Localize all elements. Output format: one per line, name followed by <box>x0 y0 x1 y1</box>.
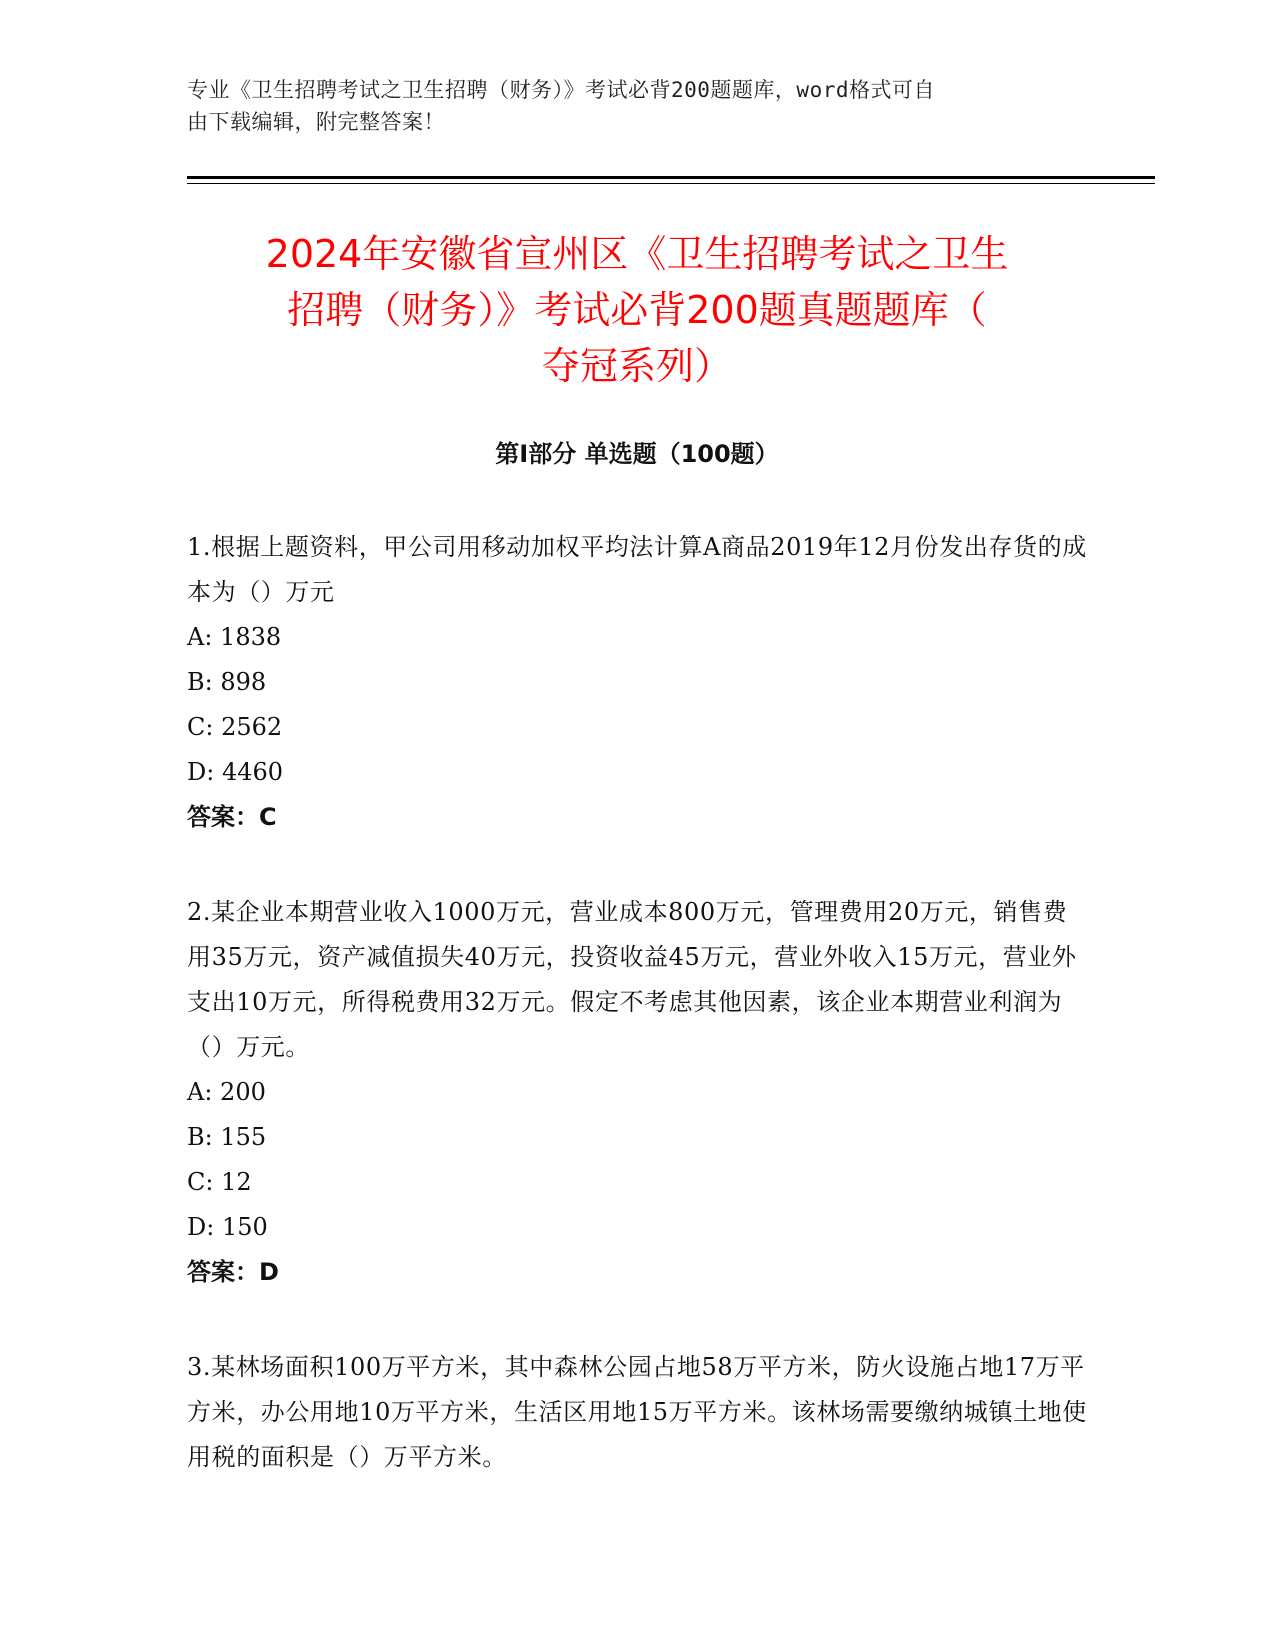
question-3 <box>187 1345 1087 1480</box>
option-b: B: 155 <box>187 1123 267 1151</box>
question-stem: 3.某林场面积100万平方米，其中森林公园占地58万平方米，防火设施占地17万平方米，办公用地10万平方米，生活区用地15万平方米。该林场需要缴纳城镇土地使用税的面积是（）万平方米。 <box>187 1353 1087 1471</box>
option-c: C: 12 <box>187 1168 252 1196</box>
answer: 答案：C <box>187 803 277 831</box>
option-d: D: 150 <box>187 1213 268 1241</box>
answer: 答案：D <box>187 1258 279 1286</box>
option-a: A: 1838 <box>187 623 282 651</box>
header-rule-thick <box>187 176 1155 179</box>
header-rule-thin <box>187 183 1155 184</box>
section-heading: 第Ⅰ部分 单选题（100题） <box>495 440 779 468</box>
question-stem: 1.根据上题资料，甲公司用移动加权平均法计算A商品2019年12月份发出存货的成本为（）万元 <box>187 533 1087 606</box>
question-1 <box>187 525 1087 840</box>
option-d: D: 4460 <box>187 758 284 786</box>
option-a: A: 200 <box>187 1078 266 1106</box>
option-b: B: 898 <box>187 668 267 696</box>
option-c: C: 2562 <box>187 713 283 741</box>
header-note-line-1: 专业《卫生招聘考试之卫生招聘（财务）》考试必背200题题库，word格式可自 <box>187 78 935 102</box>
document-title-line-2: 招聘（财务）》考试必背200题真题题库（ <box>287 288 987 332</box>
document-title-line-1: 2024年安徽省宣州区《卫生招聘考试之卫生 <box>265 232 1009 276</box>
header-note <box>187 74 1087 138</box>
question-2 <box>187 890 1087 1295</box>
question-stem: 2.某企业本期营业收入1000万元，营业成本800万元，管理费用20万元，销售费用35万元，资产减值损失40万元，投资收益45万元，营业外收入15万元，营业外支出10万元，所得税费用32万元。假定不考虑其他因素，该企业本期营业利润为（）万元。 <box>187 898 1077 1061</box>
header-note-line-2: 由下载编辑，附完整答案！ <box>187 110 445 134</box>
document-title-line-3: 夺冠系列） <box>541 344 732 388</box>
document-title <box>187 226 1087 394</box>
